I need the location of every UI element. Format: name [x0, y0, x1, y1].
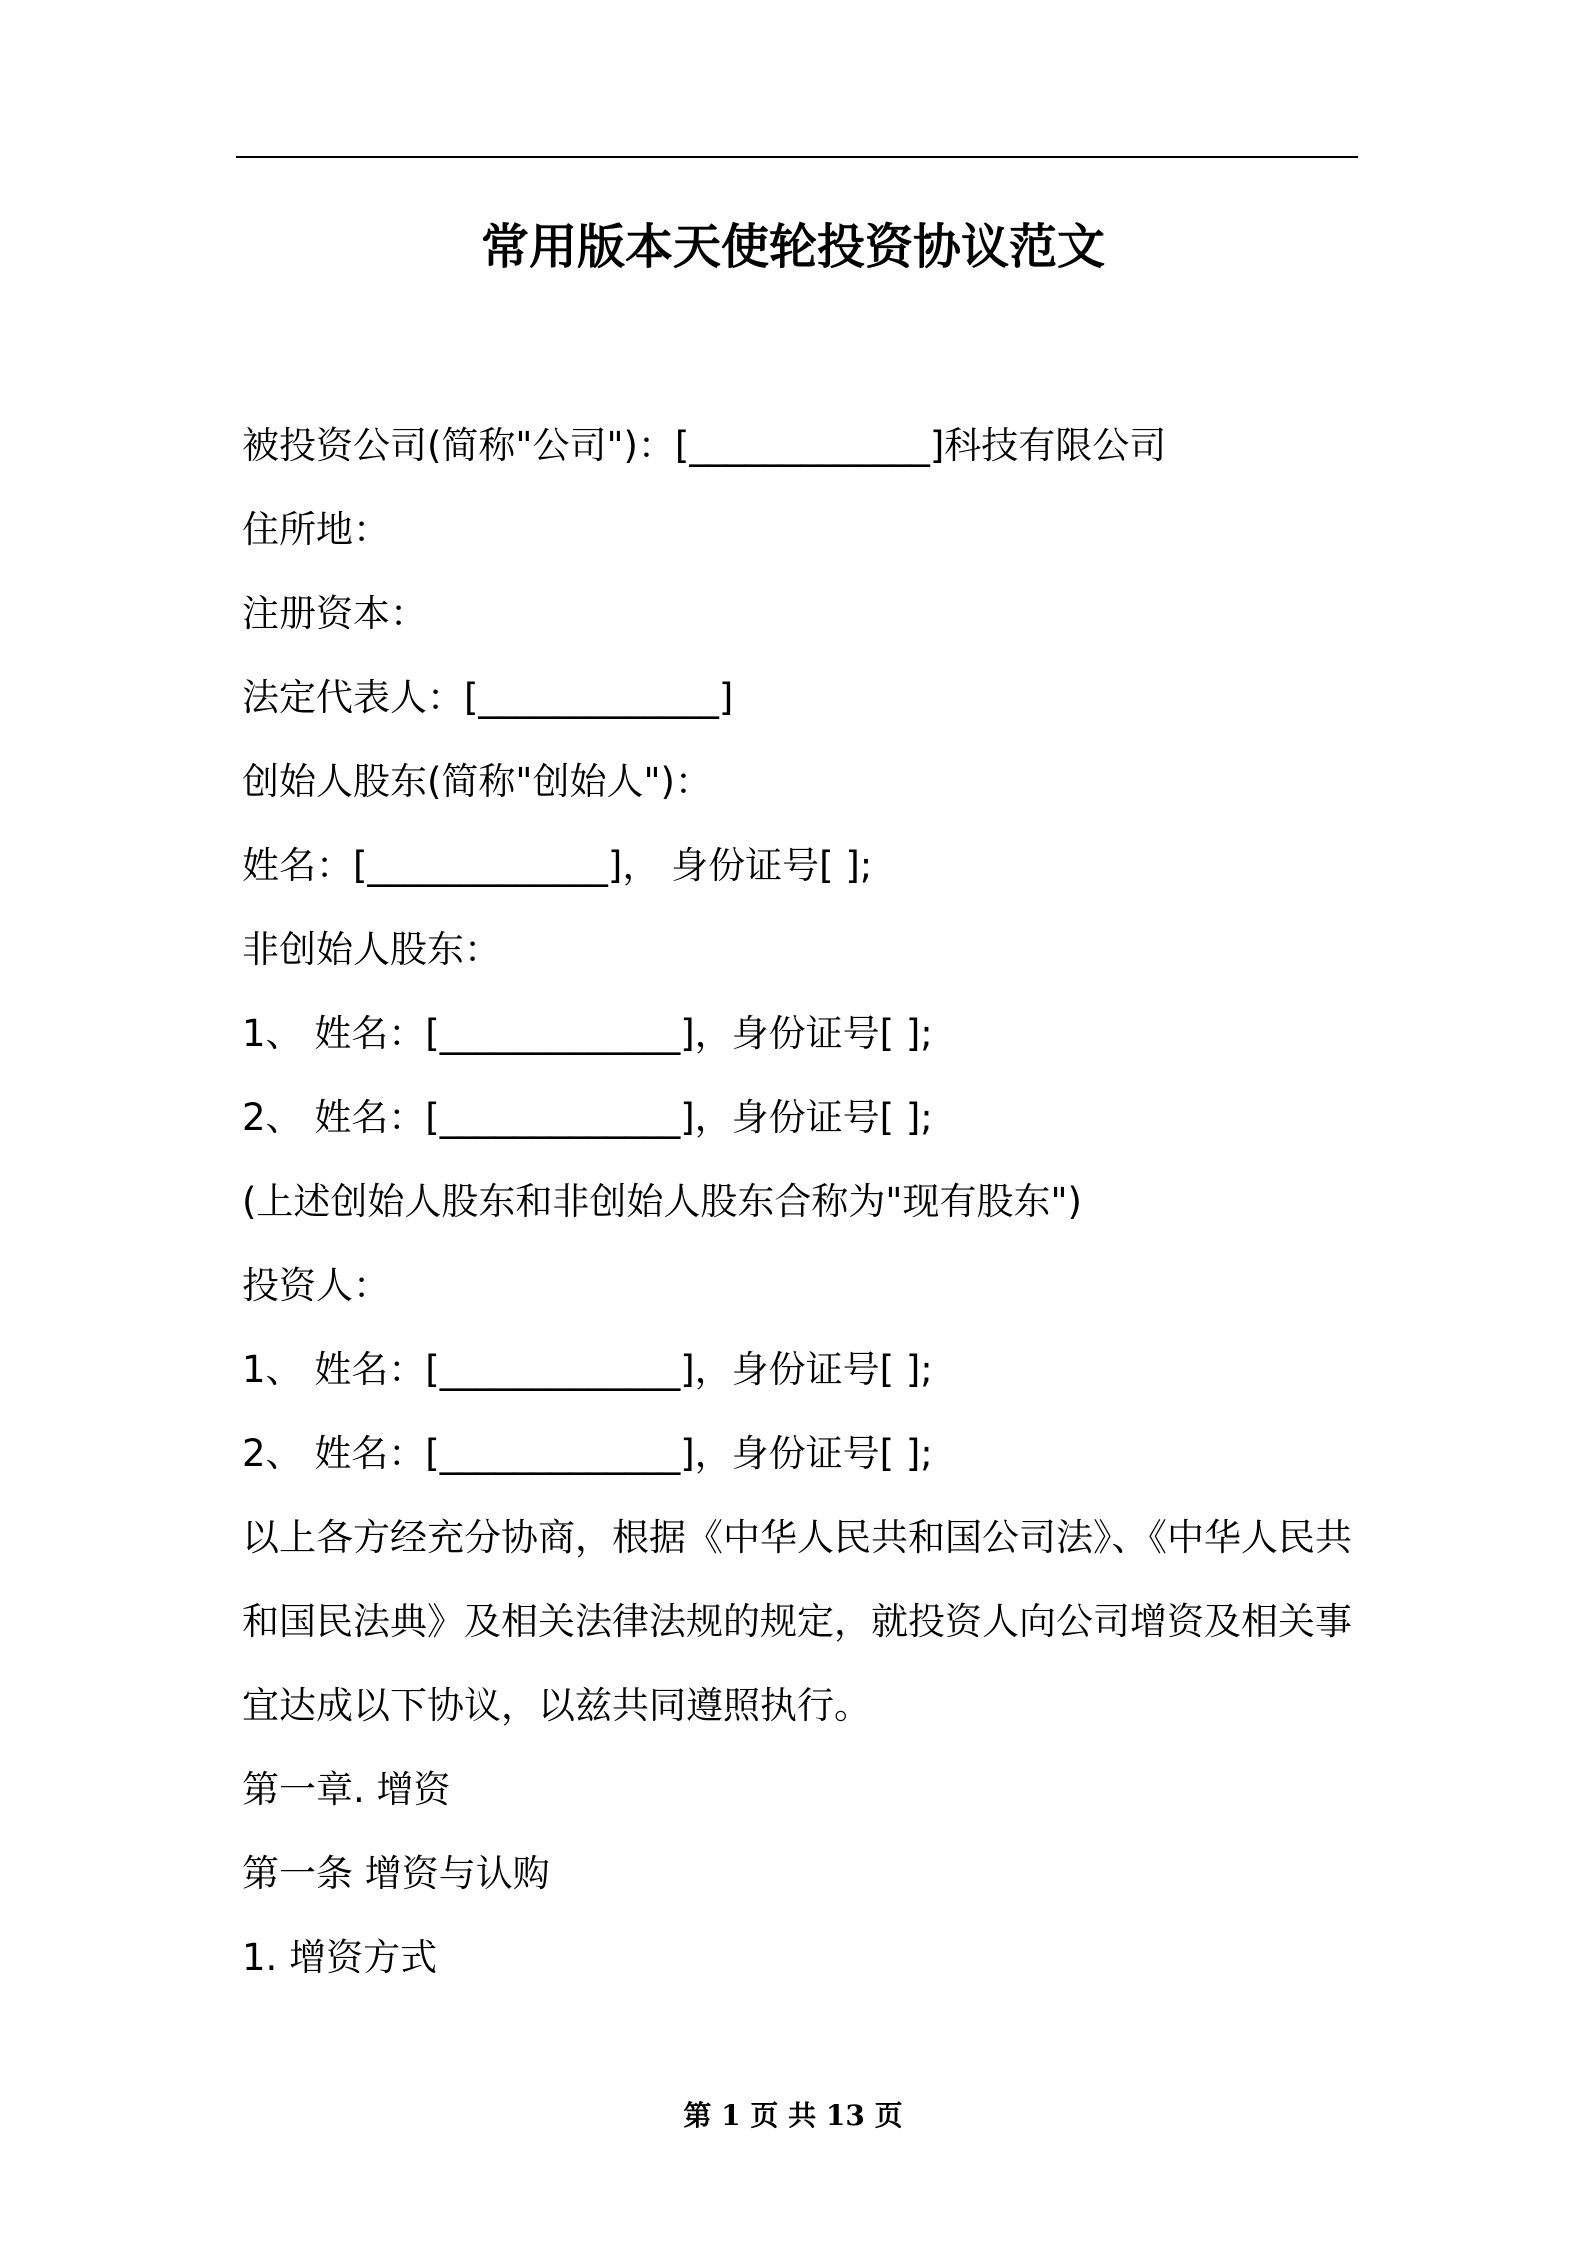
- legal-representative-line: 法定代表人：[_____________]: [242, 676, 734, 719]
- chapter-heading: 第一章. 增资: [242, 1768, 451, 1811]
- page-footer: 第 1 页 共 13 页: [683, 2099, 903, 2132]
- investor-2-line: 2、 姓名：[_____________]，身份证号[ ];: [242, 1432, 933, 1475]
- article-heading: 第一条 增资与认购: [242, 1852, 550, 1895]
- non-founder-heading: 非创始人股东：: [242, 928, 501, 971]
- section-heading: 1. 增资方式: [242, 1936, 438, 1979]
- registered-capital-line: 注册资本：: [242, 592, 427, 635]
- agreement-paragraph: 以上各方经充分协商，根据《中华人民共和国公司法》、《中华人民共和国民法典》及相关法律法规的规定，就投资人向公司增资及相关事宜达成以下协议，以兹共同遵照执行。: [242, 1516, 1352, 1727]
- investor-heading: 投资人：: [242, 1264, 390, 1307]
- address-line: 住所地：: [242, 508, 390, 551]
- investor-1-line: 1、 姓名：[_____________]，身份证号[ ];: [242, 1348, 933, 1391]
- existing-shareholders-note: (上述创始人股东和非创始人股东合称为"现有股东"): [242, 1180, 1082, 1223]
- document-title: 常用版本天使轮投资协议范文: [480, 219, 1105, 275]
- non-founder-1-line: 1、 姓名：[_____________]，身份证号[ ];: [242, 1012, 933, 1055]
- header-rule: [236, 156, 1358, 158]
- document-body: [242, 404, 1358, 2000]
- company-line: 被投资公司(简称"公司")：[_____________]科技有限公司: [242, 424, 1167, 467]
- non-founder-2-line: 2、 姓名：[_____________]，身份证号[ ];: [242, 1096, 933, 1139]
- founder-heading: 创始人股东(简称"创始人")：: [242, 760, 712, 803]
- founder-name-line: 姓名：[_____________]， 身份证号[ ];: [242, 844, 873, 887]
